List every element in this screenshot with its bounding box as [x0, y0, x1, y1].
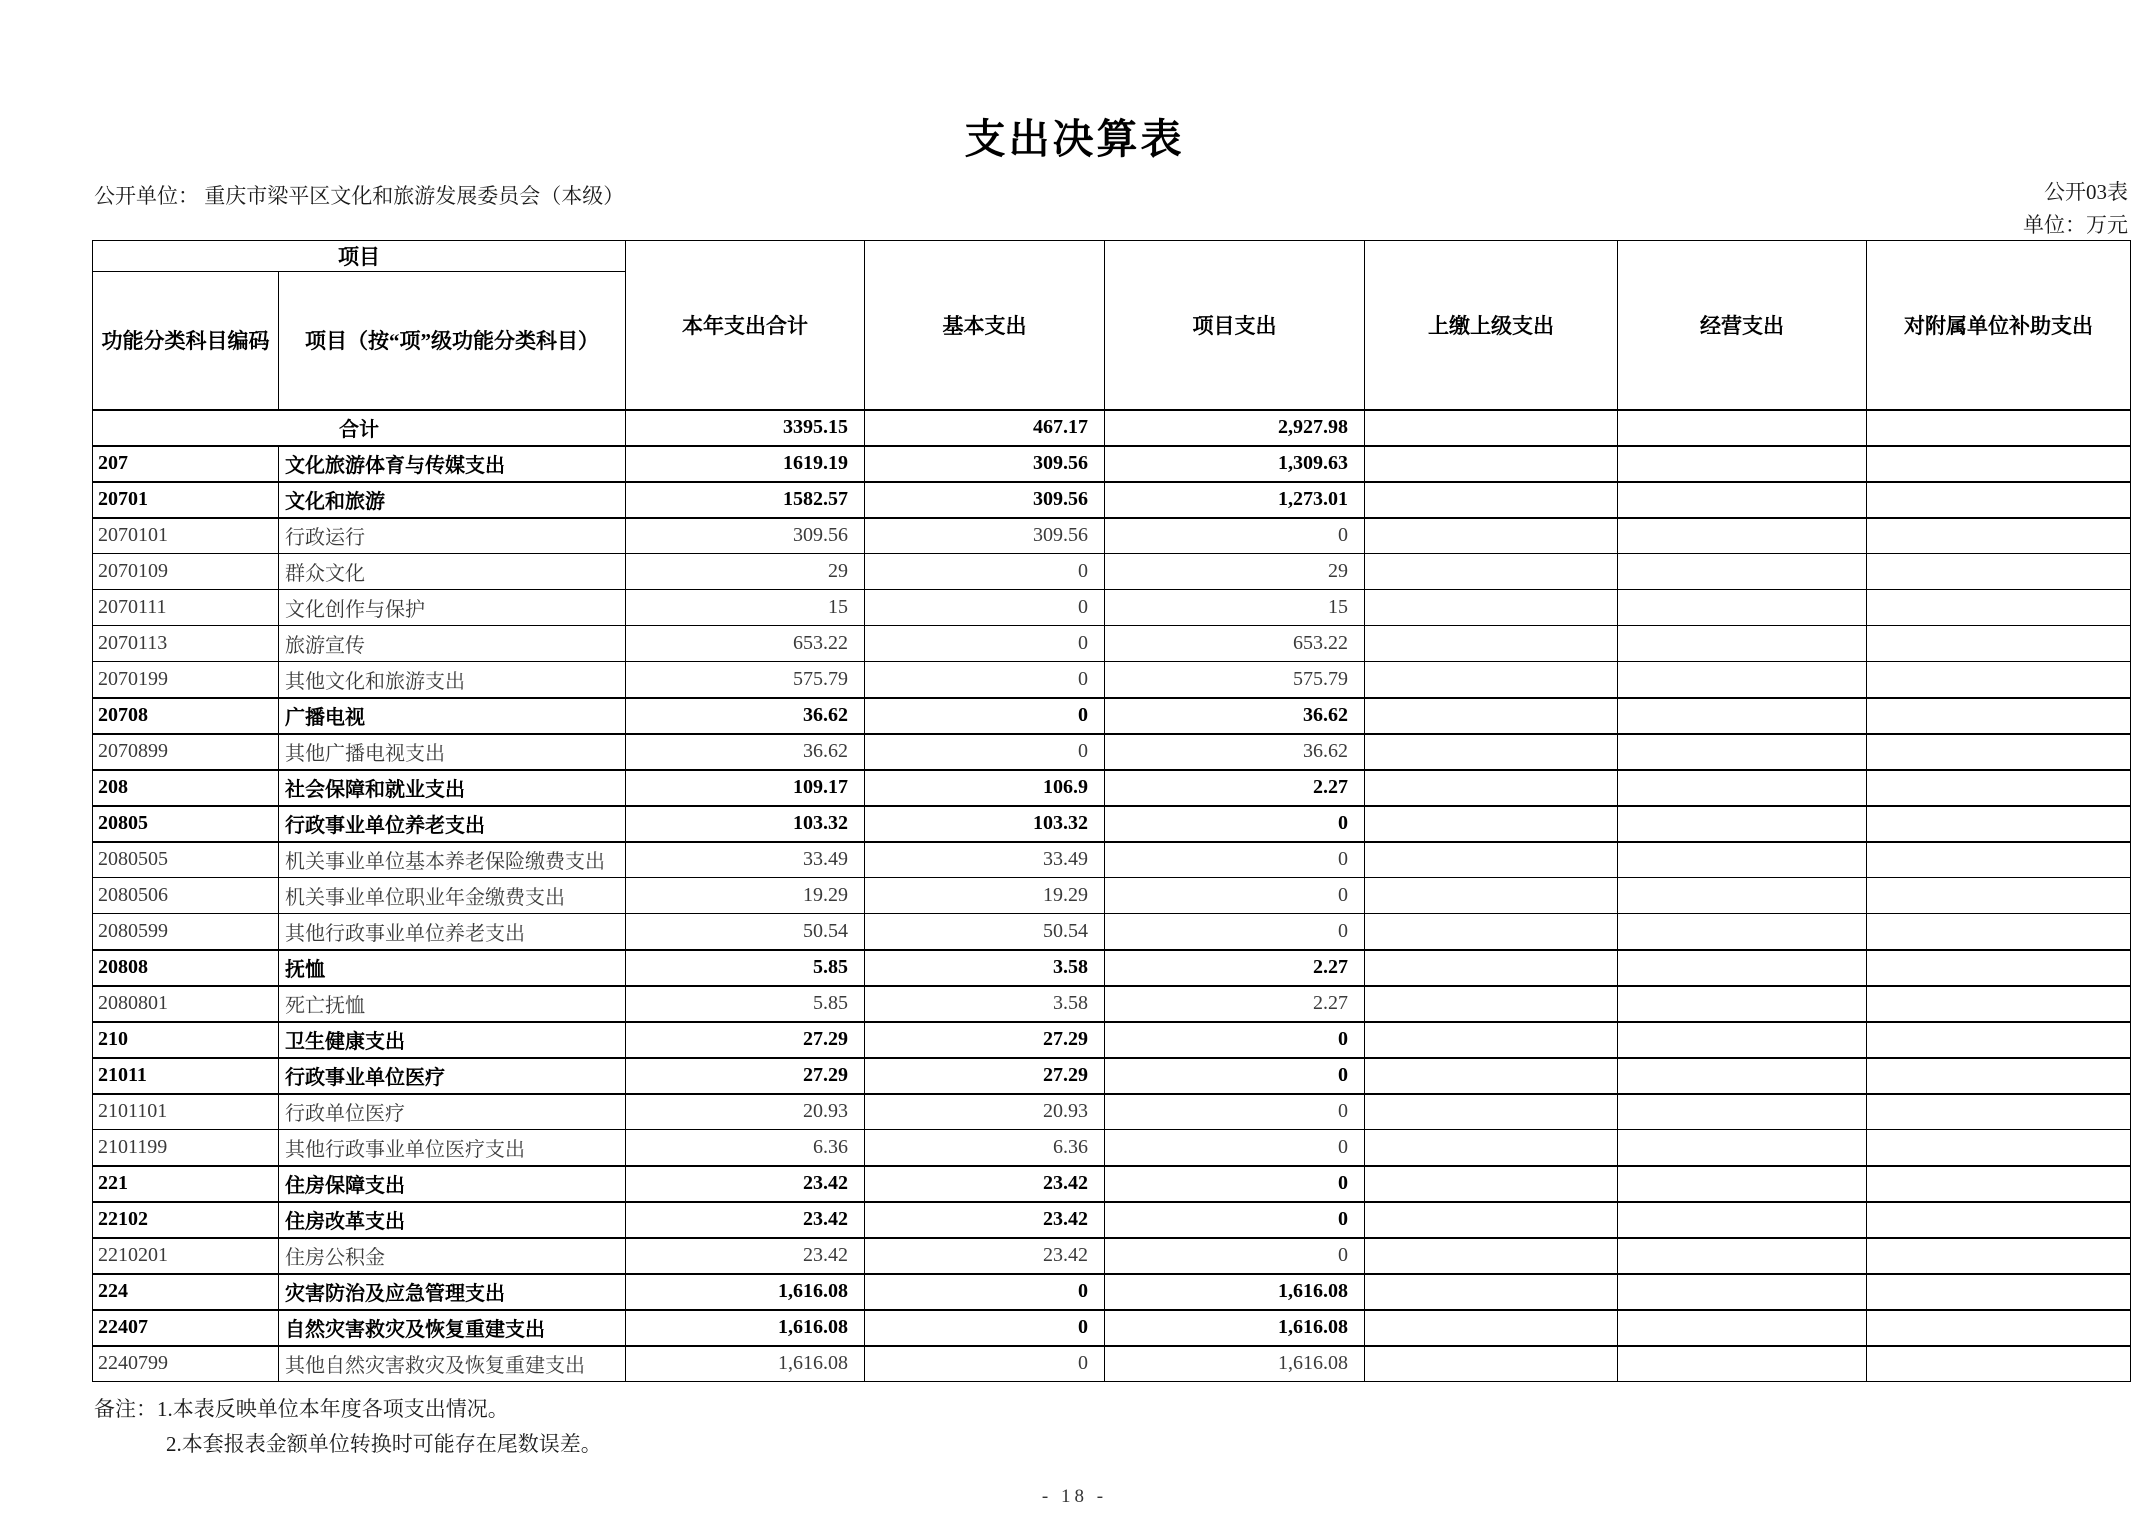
cell-operating: [1618, 806, 1867, 842]
table-row: [93, 518, 2131, 554]
cell-upper: [1365, 1346, 1618, 1382]
cell-code: 22407: [93, 1310, 279, 1346]
cell-project: 1,273.01: [1105, 482, 1365, 518]
cell-code: 20708: [93, 698, 279, 734]
table-row: [93, 1166, 2131, 1202]
cell-item: 住房保障支出: [279, 1166, 626, 1202]
table-row: [93, 842, 2131, 878]
header-col-project: 项目支出: [1105, 241, 1365, 410]
cell-basic: 0: [865, 590, 1105, 626]
cell-subsidy: [1867, 410, 2131, 446]
cell-item: 其他广播电视支出: [279, 734, 626, 770]
table-row: [93, 482, 2131, 518]
table-row: [93, 1094, 2131, 1130]
cell-basic: 0: [865, 626, 1105, 662]
cell-operating: [1618, 1346, 1867, 1382]
cell-project: 1,616.08: [1105, 1274, 1365, 1310]
cell-operating: [1618, 950, 1867, 986]
cell-subsidy: [1867, 1166, 2131, 1202]
cell-item: 文化创作与保护: [279, 590, 626, 626]
cell-project: 36.62: [1105, 698, 1365, 734]
table-row: [93, 590, 2131, 626]
cell-total: 1,616.08: [626, 1310, 865, 1346]
table-row: [93, 626, 2131, 662]
cell-item: 其他行政事业单位医疗支出: [279, 1130, 626, 1166]
cell-project: 0: [1105, 1094, 1365, 1130]
cell-total: 103.32: [626, 806, 865, 842]
cell-upper: [1365, 842, 1618, 878]
cell-subsidy: [1867, 446, 2131, 482]
cell-subsidy: [1867, 1058, 2131, 1094]
cell-operating: [1618, 1130, 1867, 1166]
cell-subsidy: [1867, 842, 2131, 878]
cell-code: 21011: [93, 1058, 279, 1094]
cell-total: 3395.15: [626, 410, 865, 446]
cell-upper: [1365, 1130, 1618, 1166]
cell-code: 2070199: [93, 662, 279, 698]
cell-total: 50.54: [626, 914, 865, 950]
sheet-meta: [2023, 176, 2128, 241]
header-col-basic: 基本支出: [865, 241, 1105, 410]
table-row: [93, 806, 2131, 842]
cell-project: 0: [1105, 1130, 1365, 1166]
cell-item: 灾害防治及应急管理支出: [279, 1274, 626, 1310]
cell-code: 207: [93, 446, 279, 482]
cell-item: 其他文化和旅游支出: [279, 662, 626, 698]
cell-total: 653.22: [626, 626, 865, 662]
cell-basic: 309.56: [865, 518, 1105, 554]
cell-operating: [1618, 698, 1867, 734]
table-row: [93, 1202, 2131, 1238]
cell-project: 1,309.63: [1105, 446, 1365, 482]
cell-total: 5.85: [626, 986, 865, 1022]
cell-total: 23.42: [626, 1166, 865, 1202]
cell-total: 1,616.08: [626, 1274, 865, 1310]
cell-upper: [1365, 662, 1618, 698]
cell-operating: [1618, 518, 1867, 554]
cell-basic: 0: [865, 698, 1105, 734]
table-row: [93, 662, 2131, 698]
cell-code: 2101101: [93, 1094, 279, 1130]
table-row: [93, 1274, 2131, 1310]
cell-subsidy: [1867, 986, 2131, 1022]
cell-code: 2080801: [93, 986, 279, 1022]
cell-project: 0: [1105, 1166, 1365, 1202]
cell-subsidy: [1867, 734, 2131, 770]
header-group-item: 项目: [93, 241, 626, 272]
cell-total: 27.29: [626, 1022, 865, 1058]
cell-operating: [1618, 1166, 1867, 1202]
cell-total: 29: [626, 554, 865, 590]
cell-basic: 23.42: [865, 1166, 1105, 1202]
cell-code: 224: [93, 1274, 279, 1310]
table-row: [93, 446, 2131, 482]
table-row: [93, 554, 2131, 590]
cell-project: 0: [1105, 806, 1365, 842]
cell-upper: [1365, 626, 1618, 662]
cell-operating: [1618, 1202, 1867, 1238]
cell-total-label: 合计: [93, 410, 626, 446]
cell-project: 0: [1105, 878, 1365, 914]
cell-subsidy: [1867, 1022, 2131, 1058]
cell-basic: 33.49: [865, 842, 1105, 878]
cell-subsidy: [1867, 590, 2131, 626]
cell-item: 社会保障和就业支出: [279, 770, 626, 806]
cell-item: 文化和旅游: [279, 482, 626, 518]
page-number: - 18 -: [1041, 1486, 1108, 1507]
cell-code: 2070111: [93, 590, 279, 626]
cell-subsidy: [1867, 482, 2131, 518]
cell-subsidy: [1867, 554, 2131, 590]
cell-total: 309.56: [626, 518, 865, 554]
cell-subsidy: [1867, 698, 2131, 734]
cell-operating: [1618, 1094, 1867, 1130]
table-row: [93, 1058, 2131, 1094]
footnotes: [94, 1392, 602, 1463]
cell-project: 15: [1105, 590, 1365, 626]
cell-code: 2070109: [93, 554, 279, 590]
cell-operating: [1618, 1058, 1867, 1094]
cell-total: 36.62: [626, 698, 865, 734]
table-row: [93, 1310, 2131, 1346]
cell-upper: [1365, 554, 1618, 590]
cell-project: 1,616.08: [1105, 1310, 1365, 1346]
cell-item: 卫生健康支出: [279, 1022, 626, 1058]
expenditure-table: [92, 240, 2131, 1382]
cell-upper: [1365, 914, 1618, 950]
table-row: [93, 1346, 2131, 1382]
cell-subsidy: [1867, 1202, 2131, 1238]
cell-total: 23.42: [626, 1238, 865, 1274]
cell-upper: [1365, 698, 1618, 734]
cell-subsidy: [1867, 1238, 2131, 1274]
cell-total: 20.93: [626, 1094, 865, 1130]
cell-item: 行政事业单位养老支出: [279, 806, 626, 842]
cell-total: 5.85: [626, 950, 865, 986]
cell-upper: [1365, 482, 1618, 518]
cell-subsidy: [1867, 1346, 2131, 1382]
cell-project: 29: [1105, 554, 1365, 590]
cell-subsidy: [1867, 806, 2131, 842]
cell-total: 6.36: [626, 1130, 865, 1166]
cell-item: 住房改革支出: [279, 1202, 626, 1238]
cell-total: 1,616.08: [626, 1346, 865, 1382]
cell-basic: 23.42: [865, 1238, 1105, 1274]
cell-total: 15: [626, 590, 865, 626]
cell-upper: [1365, 518, 1618, 554]
table-row: [93, 770, 2131, 806]
cell-project: 2.27: [1105, 986, 1365, 1022]
cell-code: 2080505: [93, 842, 279, 878]
cell-upper: [1365, 1238, 1618, 1274]
cell-project: 0: [1105, 1022, 1365, 1058]
table-body: [93, 410, 2131, 1382]
cell-basic: 6.36: [865, 1130, 1105, 1166]
cell-item: 机关事业单位职业年金缴费支出: [279, 878, 626, 914]
cell-upper: [1365, 1094, 1618, 1130]
cell-project: 575.79: [1105, 662, 1365, 698]
cell-project: 0: [1105, 1058, 1365, 1094]
table-header: [93, 241, 2131, 410]
cell-operating: [1618, 914, 1867, 950]
cell-subsidy: [1867, 1310, 2131, 1346]
cell-item: 文化旅游体育与传媒支出: [279, 446, 626, 482]
cell-item: 旅游宣传: [279, 626, 626, 662]
table-row: [93, 950, 2131, 986]
cell-project: 36.62: [1105, 734, 1365, 770]
cell-operating: [1618, 590, 1867, 626]
table-row: [93, 698, 2131, 734]
cell-operating: [1618, 986, 1867, 1022]
cell-total: 575.79: [626, 662, 865, 698]
footnote-1: 备注：1.本表反映单位本年度各项支出情况。: [94, 1397, 509, 1421]
cell-subsidy: [1867, 950, 2131, 986]
cell-basic: 0: [865, 1346, 1105, 1382]
cell-item: 其他行政事业单位养老支出: [279, 914, 626, 950]
header-col-upper: 上缴上级支出: [1365, 241, 1618, 410]
cell-basic: 0: [865, 662, 1105, 698]
cell-basic: 309.56: [865, 482, 1105, 518]
cell-total: 23.42: [626, 1202, 865, 1238]
publishing-unit: 公开单位： 重庆市梁平区文化和旅游发展委员会（本级）: [94, 184, 625, 208]
sheet-number: 公开03表: [2044, 180, 2128, 204]
cell-code: 2240799: [93, 1346, 279, 1382]
cell-item: 行政运行: [279, 518, 626, 554]
cell-total: 1619.19: [626, 446, 865, 482]
cell-subsidy: [1867, 518, 2131, 554]
table-row-total: [93, 410, 2131, 446]
cell-upper: [1365, 950, 1618, 986]
cell-project: 0: [1105, 518, 1365, 554]
cell-code: 2080506: [93, 878, 279, 914]
cell-upper: [1365, 734, 1618, 770]
cell-code: 2070113: [93, 626, 279, 662]
cell-basic: 467.17: [865, 410, 1105, 446]
cell-project: 0: [1105, 1202, 1365, 1238]
cell-operating: [1618, 482, 1867, 518]
cell-total: 109.17: [626, 770, 865, 806]
cell-project: 2.27: [1105, 950, 1365, 986]
cell-upper: [1365, 590, 1618, 626]
cell-operating: [1618, 842, 1867, 878]
cell-upper: [1365, 878, 1618, 914]
cell-basic: 309.56: [865, 446, 1105, 482]
footnote-2: 2.本套报表金额单位转换时可能存在尾数误差。: [166, 1432, 602, 1457]
cell-upper: [1365, 986, 1618, 1022]
cell-subsidy: [1867, 1130, 2131, 1166]
cell-project: 2,927.98: [1105, 410, 1365, 446]
cell-total: 1582.57: [626, 482, 865, 518]
cell-upper: [1365, 770, 1618, 806]
cell-project: 653.22: [1105, 626, 1365, 662]
cell-operating: [1618, 1022, 1867, 1058]
cell-total: 33.49: [626, 842, 865, 878]
table-row: [93, 734, 2131, 770]
page-title: 支出决算表: [964, 116, 1185, 162]
cell-total: 27.29: [626, 1058, 865, 1094]
cell-subsidy: [1867, 1274, 2131, 1310]
cell-code: 20808: [93, 950, 279, 986]
cell-operating: [1618, 626, 1867, 662]
cell-basic: 3.58: [865, 950, 1105, 986]
cell-code: 2070101: [93, 518, 279, 554]
cell-operating: [1618, 410, 1867, 446]
cell-code: 20701: [93, 482, 279, 518]
table-row: [93, 1130, 2131, 1166]
header-col-operating: 经营支出: [1618, 241, 1867, 410]
cell-code: 2101199: [93, 1130, 279, 1166]
cell-basic: 0: [865, 1310, 1105, 1346]
cell-operating: [1618, 1310, 1867, 1346]
cell-code: 22102: [93, 1202, 279, 1238]
cell-operating: [1618, 662, 1867, 698]
cell-code: 2210201: [93, 1238, 279, 1274]
cell-item: 行政事业单位医疗: [279, 1058, 626, 1094]
cell-operating: [1618, 446, 1867, 482]
cell-operating: [1618, 878, 1867, 914]
table-row: [93, 914, 2131, 950]
cell-upper: [1365, 1310, 1618, 1346]
cell-upper: [1365, 1274, 1618, 1310]
cell-subsidy: [1867, 1094, 2131, 1130]
cell-item: 广播电视: [279, 698, 626, 734]
table-row: [93, 1022, 2131, 1058]
table-row: [93, 1238, 2131, 1274]
cell-item: 自然灾害救灾及恢复重建支出: [279, 1310, 626, 1346]
cell-subsidy: [1867, 878, 2131, 914]
cell-project: 0: [1105, 1238, 1365, 1274]
cell-code: 210: [93, 1022, 279, 1058]
cell-operating: [1618, 554, 1867, 590]
cell-upper: [1365, 446, 1618, 482]
cell-project: 0: [1105, 914, 1365, 950]
cell-upper: [1365, 1202, 1618, 1238]
cell-upper: [1365, 1058, 1618, 1094]
cell-item: 其他自然灾害救灾及恢复重建支出: [279, 1346, 626, 1382]
cell-basic: 0: [865, 1274, 1105, 1310]
cell-code: 221: [93, 1166, 279, 1202]
cell-basic: 3.58: [865, 986, 1105, 1022]
cell-subsidy: [1867, 662, 2131, 698]
cell-subsidy: [1867, 770, 2131, 806]
cell-item: 机关事业单位基本养老保险缴费支出: [279, 842, 626, 878]
cell-basic: 106.9: [865, 770, 1105, 806]
cell-basic: 103.32: [865, 806, 1105, 842]
cell-basic: 19.29: [865, 878, 1105, 914]
cell-basic: 27.29: [865, 1058, 1105, 1094]
cell-basic: 23.42: [865, 1202, 1105, 1238]
cell-code: 208: [93, 770, 279, 806]
cell-project: 2.27: [1105, 770, 1365, 806]
cell-basic: 0: [865, 734, 1105, 770]
cell-operating: [1618, 734, 1867, 770]
table-row: [93, 986, 2131, 1022]
cell-project: 0: [1105, 842, 1365, 878]
cell-project: 1,616.08: [1105, 1346, 1365, 1382]
header-col-subsidy: 对附属单位补助支出: [1867, 241, 2131, 410]
cell-operating: [1618, 1238, 1867, 1274]
cell-basic: 0: [865, 554, 1105, 590]
cell-item: 住房公积金: [279, 1238, 626, 1274]
cell-item: 抚恤: [279, 950, 626, 986]
header-col-item: 项目（按“项”级功能分类科目）: [279, 272, 626, 410]
cell-item: 死亡抚恤: [279, 986, 626, 1022]
cell-code: 2080599: [93, 914, 279, 950]
unit-of-measure: 单位：万元: [2023, 212, 2128, 237]
cell-code: 20805: [93, 806, 279, 842]
cell-subsidy: [1867, 914, 2131, 950]
cell-basic: 27.29: [865, 1022, 1105, 1058]
cell-item: 群众文化: [279, 554, 626, 590]
cell-basic: 20.93: [865, 1094, 1105, 1130]
cell-operating: [1618, 1274, 1867, 1310]
cell-total: 36.62: [626, 734, 865, 770]
cell-upper: [1365, 410, 1618, 446]
cell-upper: [1365, 1022, 1618, 1058]
cell-upper: [1365, 1166, 1618, 1202]
cell-code: 2070899: [93, 734, 279, 770]
cell-subsidy: [1867, 626, 2131, 662]
header-col-code: 功能分类科目编码: [93, 272, 279, 410]
cell-upper: [1365, 806, 1618, 842]
cell-operating: [1618, 770, 1867, 806]
cell-total: 19.29: [626, 878, 865, 914]
cell-basic: 50.54: [865, 914, 1105, 950]
cell-item: 行政单位医疗: [279, 1094, 626, 1130]
table-row: [93, 878, 2131, 914]
header-col-total: 本年支出合计: [626, 241, 865, 410]
